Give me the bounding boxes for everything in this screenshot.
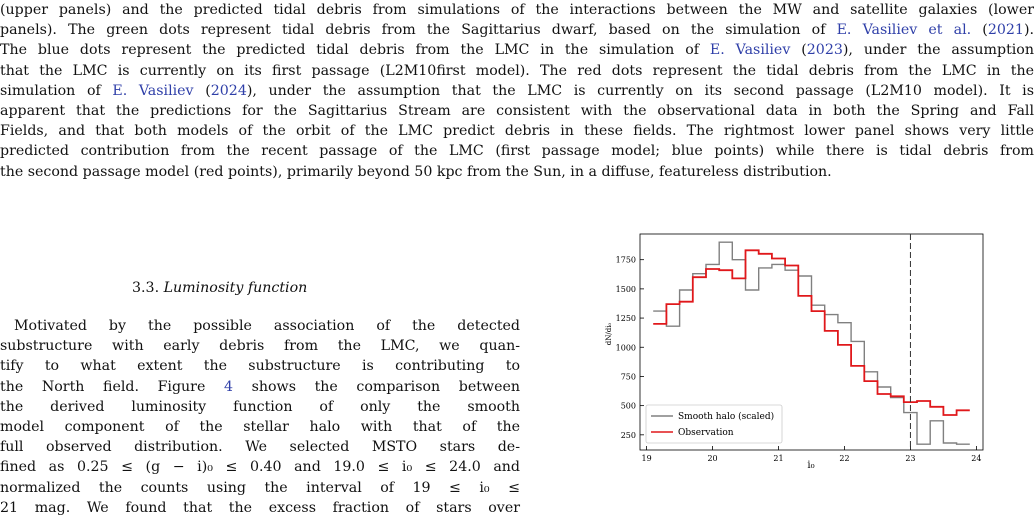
body-line xyxy=(0,377,520,397)
caption-line xyxy=(0,40,1034,60)
y-axis-label xyxy=(605,323,613,346)
x-axis-label: i₀ xyxy=(807,460,815,471)
citation-link[interactable]: E. Vasiliev xyxy=(112,82,194,99)
caption-text: ( xyxy=(193,82,211,99)
body-paragraph xyxy=(0,316,520,518)
x-tick-label: 22 xyxy=(839,454,850,463)
body-line: the derived luminosity function of only the smooth xyxy=(0,398,520,415)
section-number: 3.3. xyxy=(132,280,160,296)
caption-text: ), under the assumption xyxy=(842,42,1034,59)
body-text: the North field. Figure xyxy=(0,378,224,395)
caption-line: Fields, and that both models of the orbit of the LMC predict debris in these fields. The rightmost lower panel shows very little xyxy=(0,123,1034,140)
caption-line xyxy=(0,20,1034,40)
legend xyxy=(646,405,782,443)
body-line: full observed distribution. We selected MSTO stars de- xyxy=(0,439,520,456)
y-tick-label: 1500 xyxy=(615,284,636,294)
legend-label-smooth: Smooth halo (scaled) xyxy=(678,412,775,422)
caption-text: simulation of xyxy=(0,82,113,99)
y-tick-label: 1250 xyxy=(615,314,636,324)
caption-text: ), under the assumption that the LMC is currently on its second passage (L2M10 model). It is xyxy=(246,82,1034,99)
x-tick-label: 19 xyxy=(641,454,652,463)
caption-line: the second passage model (red points), primarily beyond 50 kpc from the Sun, in a diffuse, featureless distribution. xyxy=(0,163,832,180)
body-line: model component of the stellar halo with that of the xyxy=(0,419,520,436)
caption-text: ). xyxy=(1023,22,1034,39)
y-tick-label: 750 xyxy=(620,372,636,382)
x-tick-label: 23 xyxy=(905,454,916,463)
y-tick-label: 500 xyxy=(620,401,636,411)
section-heading xyxy=(132,280,307,296)
body-line: normalized the counts using the interval of 19 ≤ i₀ ≤ xyxy=(0,479,520,496)
citation-link[interactable]: E. Vasiliev xyxy=(709,42,791,59)
caption-text: The blue dots represent the predicted tidal debris from the LMC in the simulation of xyxy=(0,42,710,59)
legend-label-observation: Observation xyxy=(678,428,734,438)
citation-year-link[interactable]: 2021 xyxy=(987,22,1024,39)
body-line: fined as 0.25 ≤ (g − i)₀ ≤ 0.40 and 19.0 ≤ i₀ ≤ 24.0 and xyxy=(0,459,520,476)
x-tick-label: 24 xyxy=(971,454,982,463)
x-tick-label: 20 xyxy=(707,454,718,463)
x-tick-label: 21 xyxy=(773,454,784,463)
section-title: Luminosity function xyxy=(163,280,308,296)
caption-line: that the LMC is currently on its first passage (L2M10first model). The red dots represent the tidal debris from the LMC in the xyxy=(0,62,1034,79)
y-tick-label: 1750 xyxy=(615,255,636,265)
body-line: tify to what extent the substructure is contributing to xyxy=(0,358,520,375)
caption-line xyxy=(0,81,1034,101)
caption-text: panels). The green dots represent tidal debris from the Sagittarius dwarf, based on the simulation of xyxy=(0,22,837,39)
body-line: substructure with early debris from the LMC, we quan- xyxy=(0,338,520,355)
caption-line: apparent that the predictions for the Sagittarius Stream are consistent with the observational data in both the Spring and Fall xyxy=(0,103,1034,120)
body-line: 21 mag. We found that the excess fraction of stars over xyxy=(0,499,520,516)
y-tick-label: 1000 xyxy=(615,343,636,353)
citation-year-link[interactable]: 2023 xyxy=(806,42,843,59)
body-text: shows the comparison between xyxy=(233,378,521,395)
luminosity-function-chart xyxy=(583,222,1003,497)
citation-year-link[interactable]: 2024 xyxy=(210,82,247,99)
observation-series xyxy=(653,250,970,415)
caption-text: ( xyxy=(971,22,988,39)
y-tick-label: 250 xyxy=(620,430,636,440)
citation-link[interactable]: E. Vasiliev et al. xyxy=(836,22,972,39)
figure-ref-link[interactable]: 4 xyxy=(223,378,233,395)
y-axis-label-text: dN/di₀ xyxy=(605,322,613,346)
caption-text: ( xyxy=(790,42,807,59)
caption-line: (upper panels) and the predicted tidal debris from simulations of the interactions between the MW and satellite galaxies (lower xyxy=(0,2,1034,18)
figure-caption xyxy=(0,0,1034,182)
caption-line: predicted contribution from the recent passage of the LMC (first passage model; blue points) while there is tidal debris from xyxy=(0,143,1034,160)
body-line: Motivated by the possible association of the detected xyxy=(14,318,520,334)
